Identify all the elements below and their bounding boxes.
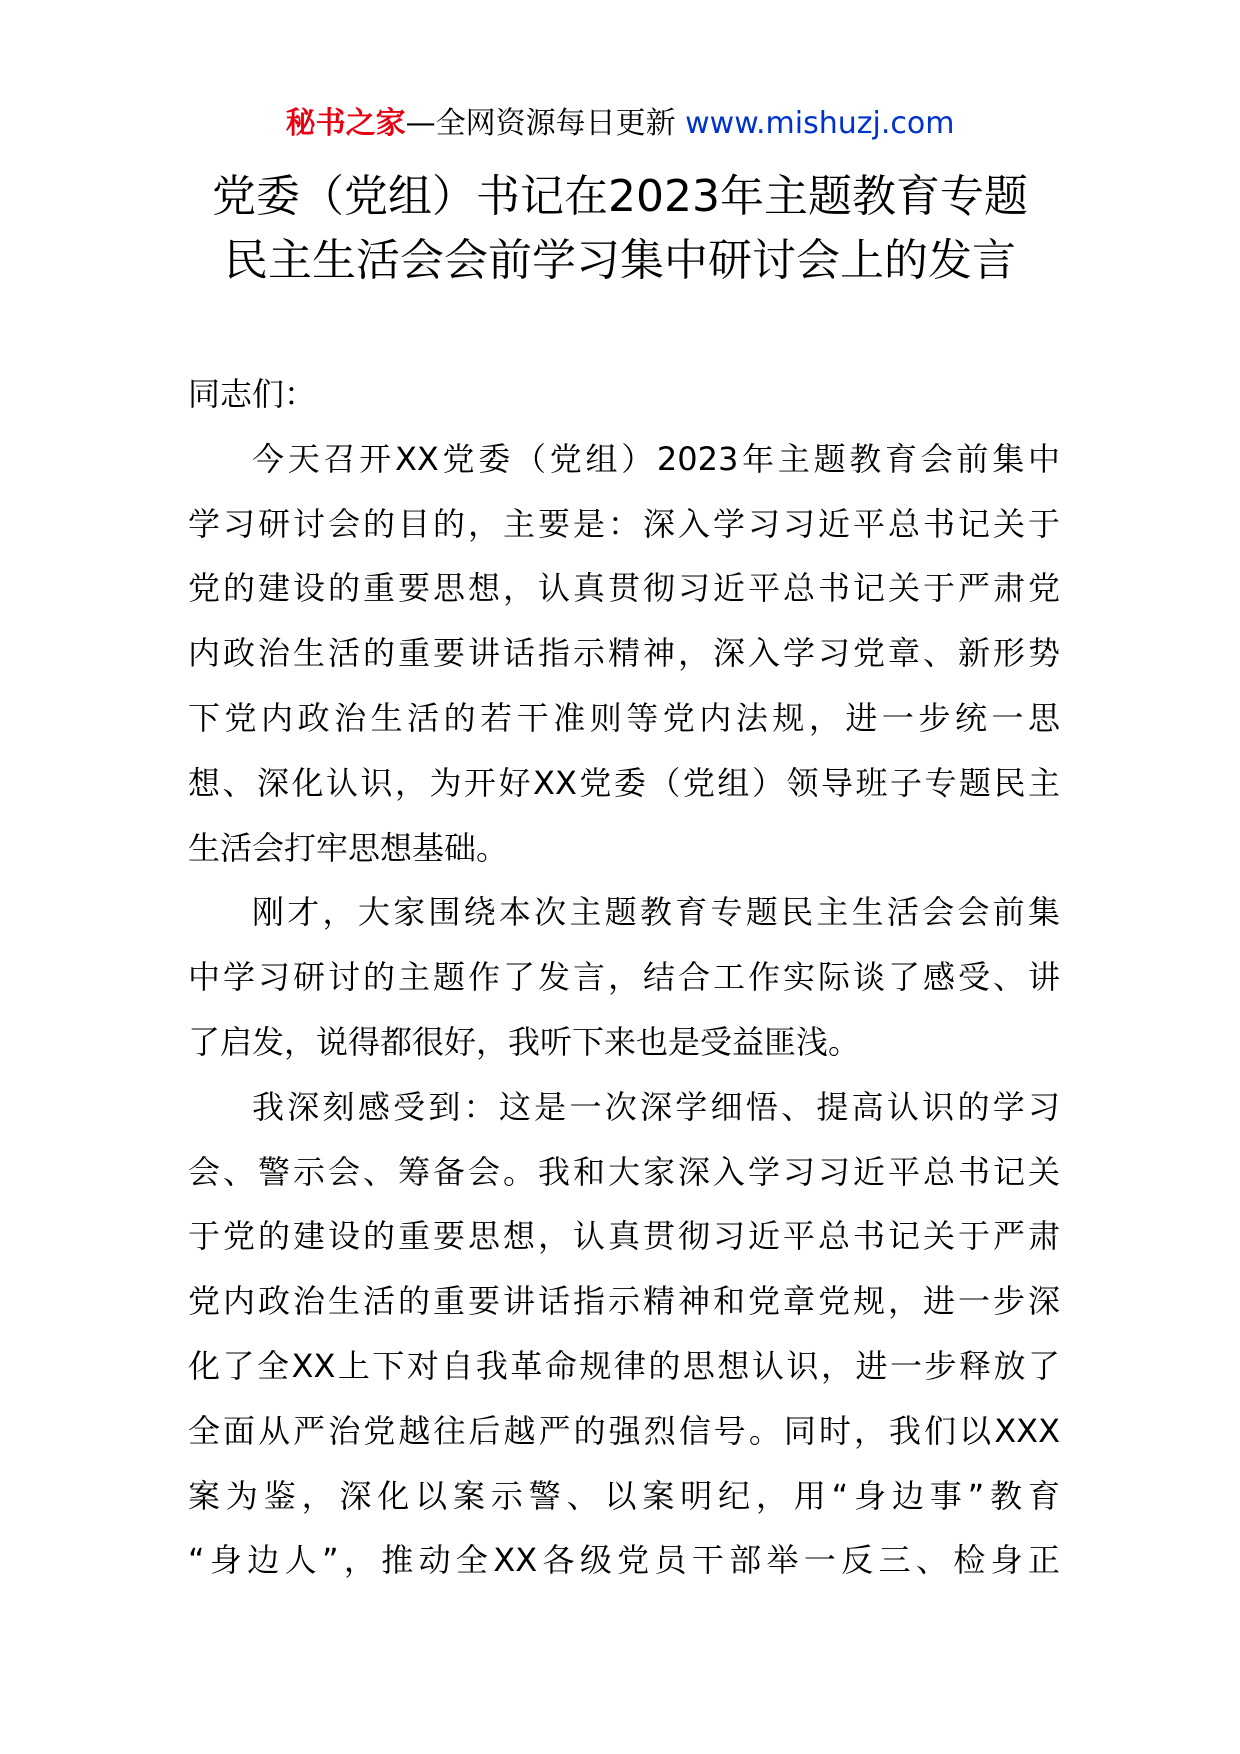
paragraph-3-line: 于党的建设的重要思想，认真贯彻习近平总书记关于严肃 [188, 1217, 1060, 1256]
paragraph-1-line: 内政治生活的重要讲话指示精神，深入学习党章、新形势 [188, 634, 1060, 673]
paragraph-2-line: 了启发，说得都很好，我听下来也是受益匪浅。 [188, 1022, 861, 1061]
title-line-2: 民主生活会会前学习集中研讨会上的发言 [224, 235, 1016, 286]
paragraph-2-line: 刚才，大家围绕本次主题教育专题民主生活会会前集 [252, 893, 1060, 932]
paragraph-1-line: 想、深化认识，为开好XX党委（党组）领导班子专题民主 [188, 763, 1060, 802]
site-header [0, 102, 1240, 146]
paragraph-1-line: 今天召开XX党委（党组）2023年主题教育会前集中 [252, 439, 1060, 478]
paragraph-2-line: 中学习研讨的主题作了发言，结合工作实际谈了感受、讲 [188, 958, 1060, 997]
header-tagline: —全网资源每日更新 [405, 106, 686, 141]
title-line-1: 党委（党组）书记在2023年主题教育专题 [212, 171, 1028, 222]
document-title [150, 165, 1090, 293]
paragraph-3-line: 化了全XX上下对自我革命规律的思想认识，进一步释放了 [188, 1346, 1060, 1385]
paragraph-3-line: 党内政治生活的重要讲话指示精神和党章党规，进一步深 [188, 1282, 1060, 1321]
brand-name: 秘书之家 [285, 106, 406, 141]
paragraph-1-line: 下党内政治生活的若干准则等党内法规，进一步统一思 [188, 698, 1060, 737]
paragraph-1-line: 生活会打牢思想基础。 [188, 828, 509, 867]
paragraph-3-line: “身边人”，推动全XX各级党员干部举一反三、检身正 [188, 1541, 1060, 1580]
paragraph-3-line: 全面从严治党越往后越严的强烈信号。同时，我们以XXX [188, 1411, 1060, 1450]
greeting: 同志们： [188, 375, 317, 413]
paragraph-3-line: 案为鉴，深化以案示警、以案明纪，用“身边事”教育 [188, 1476, 1060, 1515]
site-url-link[interactable]: www.mishuzj.com [685, 106, 955, 141]
paragraph-3-line: 会、警示会、筹备会。我和大家深入学习习近平总书记关 [188, 1152, 1060, 1191]
paragraph-1-line: 学习研讨会的目的，主要是：深入学习习近平总书记关于 [188, 504, 1060, 543]
document-body [188, 362, 1060, 1593]
paragraph-3-line: 我深刻感受到：这是一次深学细悟、提高认识的学习 [252, 1087, 1060, 1126]
paragraph-1-line: 党的建设的重要思想，认真贯彻习近平总书记关于严肃党 [188, 569, 1060, 608]
